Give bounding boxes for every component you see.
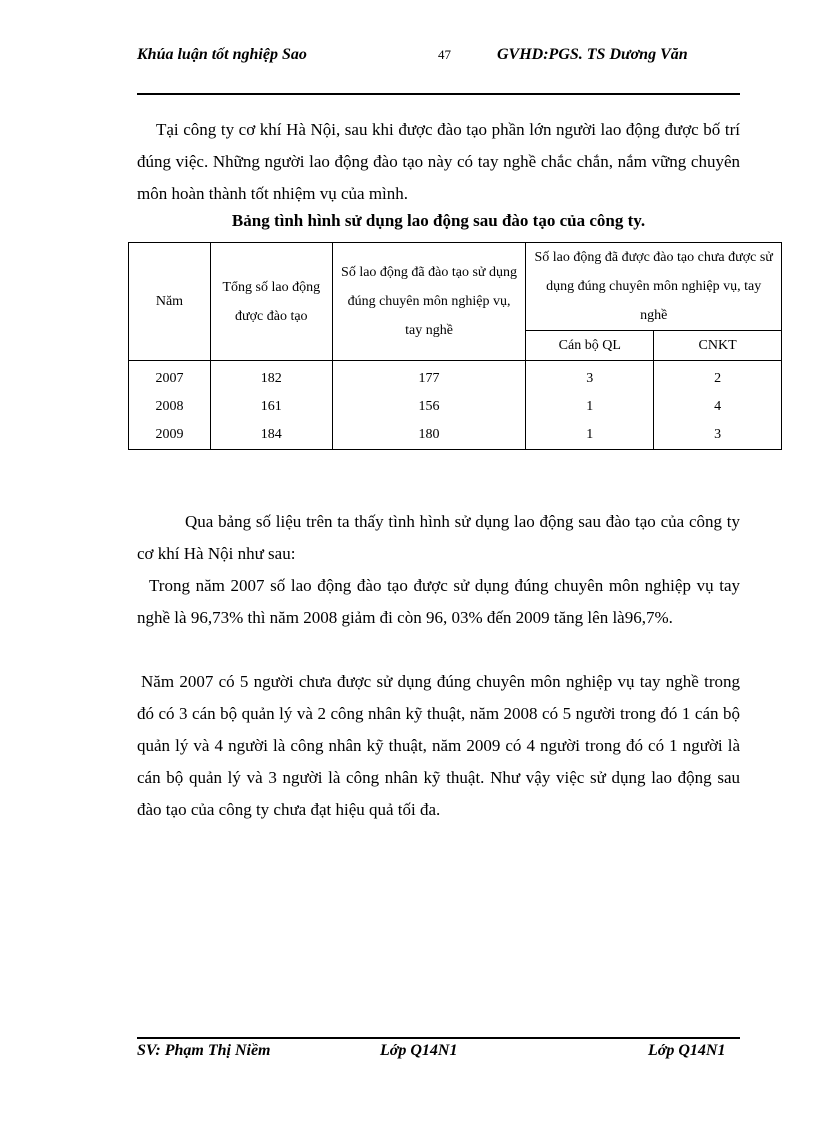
header-advisor: GVHD:PGS. TS Dương Văn	[497, 46, 688, 63]
cell-year: 2009	[129, 421, 211, 450]
cell-year: 2008	[129, 393, 211, 421]
page-number: 47	[438, 47, 451, 62]
cell-used: 180	[332, 421, 526, 450]
cell-total: 161	[210, 393, 332, 421]
cell-managers: 1	[526, 393, 654, 421]
footer-divider	[137, 1037, 740, 1039]
analysis-percent-paragraph: Trong năm 2007 số lao động đào tạo được sử dụng đúng chuyên môn nghiệp vụ tay nghề là 96,73% thì năm 2008 giảm đi còn 96, 03% đến 2009 tăng lên là96,7%.	[137, 576, 740, 627]
cell-total: 182	[210, 361, 332, 394]
cell-technicians: 2	[654, 361, 782, 394]
table-row	[129, 361, 782, 394]
header-not-used-correctly: Số lao động đã được đào tạo chưa được sử dụng đúng chuyên môn nghiệp vụ, tay nghề	[526, 243, 782, 331]
analysis-detail-paragraph: Năm 2007 có 5 người chưa được sử dụng đúng chuyên môn nghiệp vụ tay nghề trong đó có 3 cán bộ quản lý và 2 công nhân kỹ thuật, năm 2008 có 5 người trong đó 1 cán bộ quản lý và 4 người là công nhân kỹ thuật, năm 2009 có 4 người trong đó có 1 người là cán bộ quản lý và 3 người là công nhân kỹ thuật. Như vậy việc sử dụng lao động sau đào tạo của công ty chưa đạt hiệu quả tối đa.	[137, 672, 740, 819]
analysis-intro-text: Qua bảng số liệu trên ta thấy tình hình sử dụng lao động sau đào tạo của công ty cơ khí Hà Nội như sau:	[137, 512, 740, 563]
footer-class-center: Lớp Q14N1	[380, 1042, 458, 1059]
footer-student: SV: Phạm Thị Niềm	[137, 1042, 271, 1059]
header-technicians: CNKT	[654, 331, 782, 361]
cell-used: 156	[332, 393, 526, 421]
table-title: Bảng tình hình sử dụng lao động sau đào tạo của công ty.	[231, 211, 646, 230]
header-thesis-title: Khúa luận tốt nghiệp Sao	[137, 46, 307, 63]
header-divider	[137, 93, 740, 95]
header-managers: Cán bộ QL	[526, 331, 654, 361]
intro-paragraph: Tại công ty cơ khí Hà Nội, sau khi được đào tạo phần lớn người lao động được bố trí đúng việc. Những người lao động đào tạo này có tay nghề chắc chắn, nắm vững chuyên môn hoàn thành tốt nhiệm vụ của mình.	[137, 120, 740, 203]
cell-technicians: 3	[654, 421, 782, 450]
labor-usage-table	[128, 242, 782, 450]
cell-total: 184	[210, 421, 332, 450]
cell-year: 2007	[129, 361, 211, 394]
footer-class-right: Lớp Q14N1	[648, 1042, 726, 1059]
cell-managers: 3	[526, 361, 654, 394]
header-total-trained: Tổng số lao động được đào tạo	[210, 243, 332, 361]
analysis-intro-paragraph	[137, 506, 740, 570]
cell-managers: 1	[526, 421, 654, 450]
cell-technicians: 4	[654, 393, 782, 421]
cell-used: 177	[332, 361, 526, 394]
header-year: Năm	[129, 243, 211, 361]
header-used-correctly: Số lao động đã đào tạo sử dụng đúng chuyên môn nghiệp vụ, tay nghề	[332, 243, 526, 361]
table-row	[129, 393, 782, 421]
table-row	[129, 421, 782, 450]
